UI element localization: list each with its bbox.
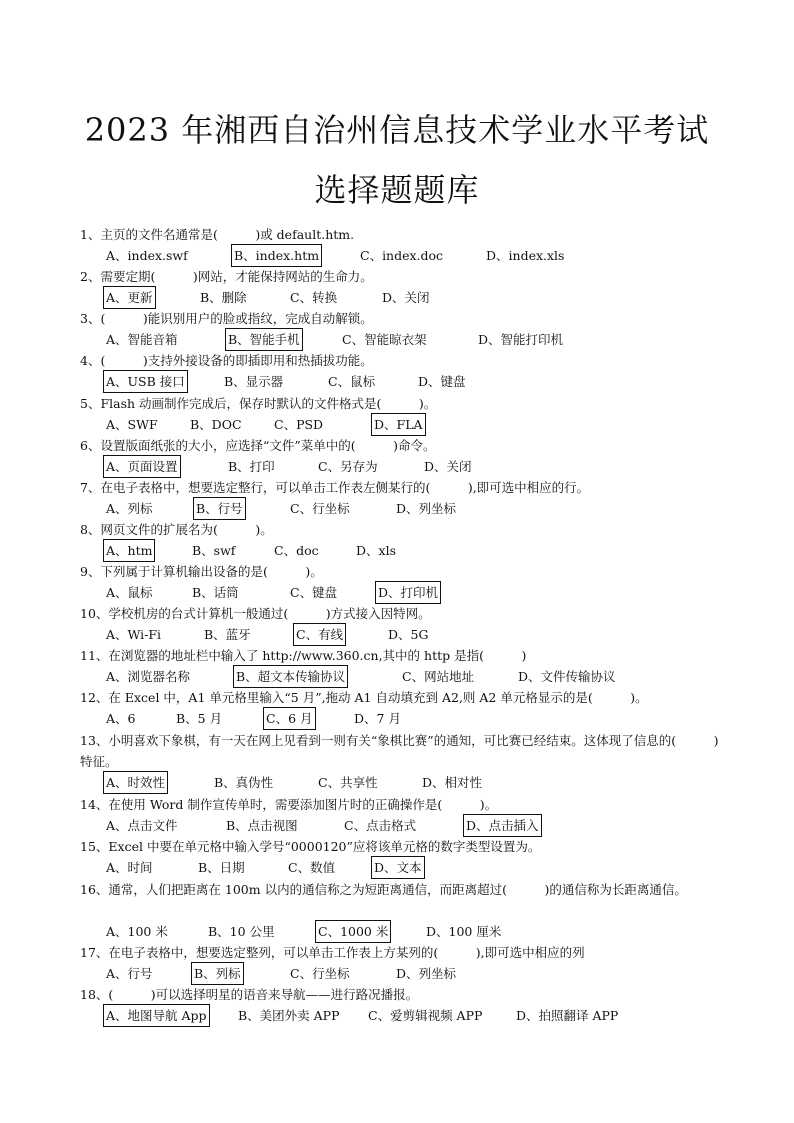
option-d: D、智能打印机	[478, 332, 564, 347]
option-b: B、话筒	[192, 585, 239, 600]
option-a-answer: A、时效性	[103, 771, 168, 794]
option-b: B、蓝牙	[204, 627, 251, 642]
option-b: B、10 公里	[208, 924, 275, 939]
question-14: 14、在使用 Word 制作宣传单时，需要添加图片时的正确操作是( )。	[80, 797, 498, 812]
option-b: B、点击视图	[226, 818, 298, 833]
option-b: B、打印	[228, 459, 275, 474]
question-6: 6、设置版面纸张的大小，应选择“文件”菜单中的( )命令。	[80, 438, 436, 453]
question-13: 13、小明喜欢下象棋，有一天在网上见看到一则有关“象棋比赛”的通知，可比赛已经结束。这体现了信息的( )特征。	[80, 733, 719, 769]
option-d: D、100 厘米	[426, 924, 502, 939]
option-d-answer: D、点击插入	[463, 814, 542, 837]
option-b-answer: B、列标	[191, 962, 244, 985]
option-a-answer: A、htm	[103, 539, 155, 562]
option-c: C、键盘	[290, 585, 338, 600]
question-18: 18、( )可以选择明星的语音来导航——进行路况播报。	[80, 987, 419, 1002]
option-c: C、PSD	[274, 417, 324, 432]
option-c: C、数值	[288, 860, 336, 875]
option-a-answer: A、页面设置	[103, 455, 181, 478]
option-d: D、7 月	[354, 711, 401, 726]
option-d: D、拍照翻译 APP	[516, 1008, 619, 1023]
option-d: D、xls	[356, 543, 396, 558]
option-c-answer: C、6 月	[263, 707, 316, 730]
option-a: A、100 米	[106, 924, 168, 939]
option-d: D、列坐标	[396, 501, 457, 516]
option-d: D、列坐标	[396, 966, 457, 981]
option-d: D、相对性	[422, 775, 483, 790]
option-b-answer: B、智能手机	[225, 328, 303, 351]
option-a: A、浏览器名称	[106, 669, 191, 684]
question-5: 5、Flash 动画制作完成后，保存时默认的文件格式是( )。	[80, 396, 437, 411]
option-c: C、鼠标	[328, 374, 376, 389]
option-a: A、鼠标	[106, 585, 153, 600]
option-c: C、爱剪辑视频 APP	[368, 1008, 483, 1023]
option-a-answer: A、更新	[103, 286, 156, 309]
option-c: C、共享性	[318, 775, 378, 790]
option-b: B、DOC	[190, 417, 242, 432]
option-c: C、转换	[290, 290, 338, 305]
question-2: 2、需要定期( )网站，才能保持网站的生命力。	[80, 269, 373, 284]
option-c: C、行坐标	[290, 501, 350, 516]
option-b: B、swf	[192, 543, 236, 558]
option-a: A、Wi-Fi	[106, 627, 162, 642]
question-16: 16、通常，人们把距离在 100m 以内的通信称之为短距离通信，而距离超过( )的通信称为长距离通信。	[80, 882, 687, 897]
option-a: A、点击文件	[106, 818, 178, 833]
option-a: A、智能音箱	[106, 332, 178, 347]
document-subtitle: 选择题题库	[314, 171, 480, 209]
option-c-answer: C、1000 米	[315, 920, 391, 943]
option-b: B、美团外卖 APP	[238, 1008, 340, 1023]
option-a: A、列标	[106, 501, 153, 516]
option-d: D、关闭	[382, 290, 430, 305]
option-c: C、index.doc	[360, 248, 444, 263]
option-a: A、行号	[106, 966, 153, 981]
option-b-answer: B、超文本传输协议	[233, 665, 348, 688]
option-c: C、doc	[274, 543, 319, 558]
document-title: 2023 年湘西自治州信息技术学业水平考试	[84, 111, 710, 149]
question-1: 1、主页的文件名通常是( )或 default.htm.	[80, 227, 355, 242]
option-d-answer: D、文本	[371, 856, 425, 879]
option-c: C、智能晾衣架	[342, 332, 427, 347]
question-17: 17、在电子表格中，想要选定整列，可以单击工作表上方某列的( ),即可选中相应的列	[80, 945, 585, 960]
option-a: A、index.swf	[106, 248, 188, 263]
option-c: C、点击格式	[344, 818, 417, 833]
question-4: 4、( )支持外接设备的即插即用和热插拔功能。	[80, 353, 373, 368]
option-d: D、关闭	[424, 459, 472, 474]
option-a: A、时间	[106, 860, 153, 875]
option-a-answer: A、地图导航 App	[103, 1004, 210, 1027]
option-c: C、行坐标	[290, 966, 350, 981]
option-c: C、另存为	[318, 459, 378, 474]
option-b-answer: B、行号	[193, 497, 246, 520]
option-a: A、SWF	[106, 417, 158, 432]
question-12: 12、在 Excel 中，A1 单元格里输入“5 月”,拖动 A1 自动填充到 A2,则 A2 单元格显示的是( )。	[80, 690, 648, 705]
option-d-answer: D、打印机	[375, 581, 441, 604]
option-d: D、文件传输协议	[518, 669, 616, 684]
option-a: A、6	[106, 711, 136, 726]
option-d: D、5G	[388, 627, 429, 642]
question-10: 10、学校机房的台式计算机一般通过( )方式接入因特网。	[80, 606, 431, 621]
option-b-answer: B、index.htm	[231, 244, 322, 267]
option-b: B、日期	[198, 860, 245, 875]
option-d: D、index.xls	[486, 248, 565, 263]
question-9: 9、下列属于计算机输出设备的是( )。	[80, 564, 323, 579]
question-15: 15、Excel 中要在单元格中输入学号“0000120”应将该单元格的数字类型设置为。	[80, 839, 541, 854]
option-d-answer: D、FLA	[371, 413, 426, 436]
option-d: D、键盘	[418, 374, 466, 389]
question-8: 8、网页文件的扩展名为( )。	[80, 522, 273, 537]
question-11: 11、在浏览器的地址栏中输入了 http://www.360.cn,其中的 http 是指( )	[80, 648, 527, 663]
option-c-answer: C、有线	[293, 623, 346, 646]
option-b: B、真伪性	[214, 775, 274, 790]
option-c: C、网站地址	[402, 669, 475, 684]
question-3: 3、( )能识别用户的脸或指纹，完成自动解锁。	[80, 311, 373, 326]
option-b: B、删除	[200, 290, 247, 305]
option-b: B、5 月	[176, 711, 223, 726]
option-a-answer: A、USB 接口	[103, 370, 188, 393]
option-b: B、显示器	[224, 374, 284, 389]
question-7: 7、在电子表格中，想要选定整行，可以单击工作表左侧某行的( ),即可选中相应的行。	[80, 480, 590, 495]
